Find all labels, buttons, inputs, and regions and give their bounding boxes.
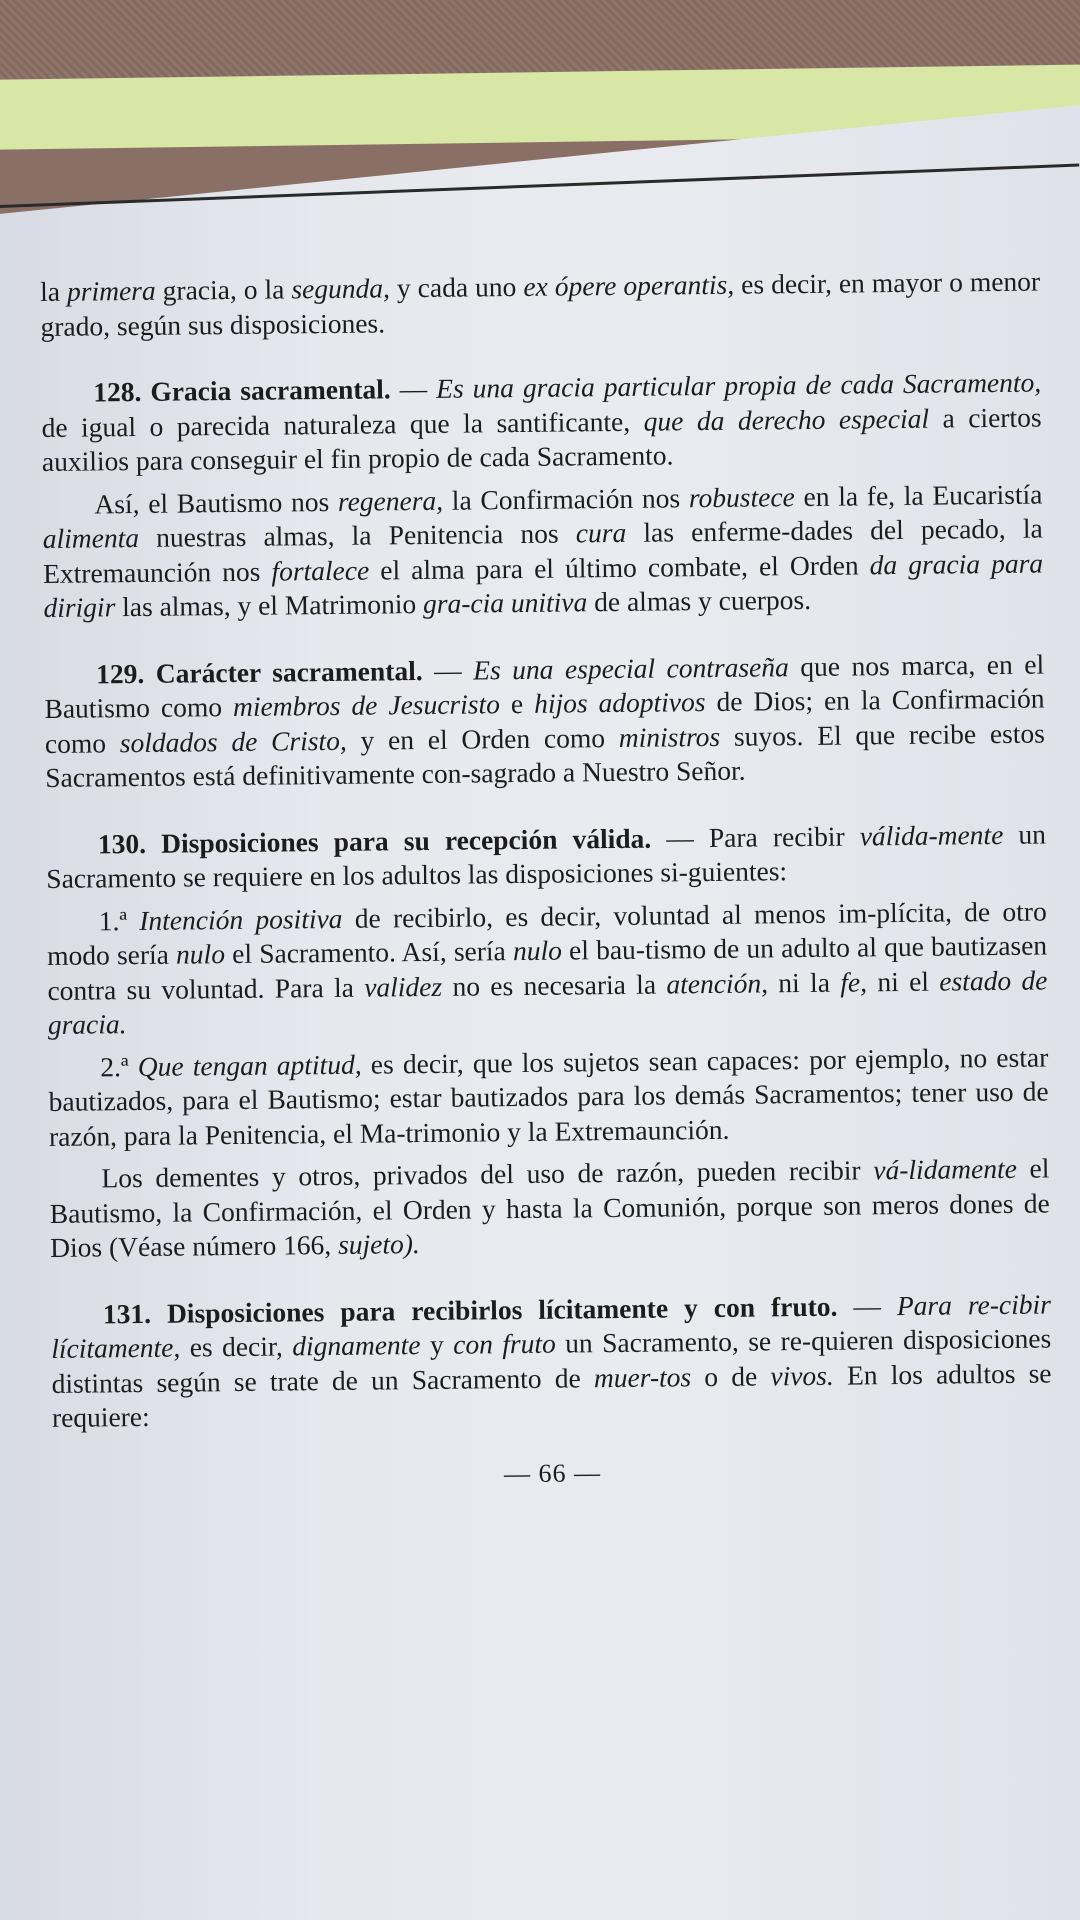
section-130-disposiciones-validas — [46, 817, 1047, 896]
text-run: alimenta — [42, 521, 140, 554]
text-run: y en el Orden como — [346, 721, 619, 756]
text-run: de igual o parecida naturaleza que la santificante, — [41, 405, 644, 443]
text-run: da gracia para dirigir — [43, 547, 1044, 623]
text-run: el alma para el último combate, el Orden — [369, 548, 870, 586]
text-run: 130. Disposiciones para su recepción válida. — [97, 822, 652, 859]
text-run: 129. Carácter sacramental. — [96, 654, 423, 689]
text-run: que da derecho especial — [643, 402, 930, 437]
text-run: la — [40, 275, 68, 307]
text-run: con fruto — [452, 1327, 556, 1360]
text-run: — — [390, 372, 437, 405]
section-128-examples — [42, 477, 1043, 625]
text-run: es decir, que los sujetos sean capaces: por ejemplo, no estar bautizados, para el Bautismo; estar bautizados para los demás Sacramentos; tener uso de razón, para la Penitencia, el Ma-trimonio y la Extremaunción. — [48, 1040, 1049, 1152]
text-run: — — [422, 653, 474, 686]
text-run: no es necesaria la — [441, 967, 667, 1002]
text-run: válida-mente — [859, 818, 1004, 851]
section-130-dementes — [49, 1151, 1050, 1265]
text-run: — Para recibir — [651, 819, 860, 854]
text-run: fortalece — [271, 554, 370, 587]
text-run: atención, — [666, 966, 769, 999]
text-run: gra-cia unitiva — [422, 586, 588, 620]
text-run: Intención positiva — [139, 902, 343, 936]
text-run: el Sacramento. Así, sería — [224, 935, 514, 970]
text-run: soldados de Cristo, — [119, 724, 347, 758]
text-run: de almas y cuerpos. — [587, 583, 812, 618]
text-run: ex ópere operantis, — [523, 268, 735, 302]
text-run: cura — [575, 516, 627, 549]
text-run: En los adultos se requiere: — [51, 1356, 1052, 1433]
text-run: 1.ª — [98, 904, 140, 936]
text-run: fe, — [840, 965, 868, 998]
text-run: un Sacramento, se re-quieren disposiciones distintas según se trate de un Sacramento de — [51, 1322, 1052, 1399]
text-run: segunda, — [291, 272, 391, 305]
text-run: de recibirlo, es decir, voluntad al menos im-plícita, de otro modo sería — [46, 894, 1047, 971]
text-run: de Dios; en la Confirmación como — [44, 682, 1045, 759]
text-run: — — [837, 1289, 898, 1322]
intro-paragraph — [40, 265, 1041, 344]
section-130-item-1 — [47, 894, 1048, 1042]
text-run: un Sacramento se requiere en los adultos las disposiciones si-guientes: — [46, 817, 1047, 894]
text-run: ministros — [618, 720, 721, 753]
text-run: Así, el Bautismo nos — [94, 485, 339, 519]
text-run: sujeto). — [337, 1228, 420, 1260]
text-run: Los dementes y otros, privados del uso de razón, pueden recibir — [101, 1154, 874, 1194]
text-run: Que tengan aptitud, — [137, 1048, 362, 1082]
text-run: nuestras almas, la Penitencia nos — [138, 517, 576, 553]
text-run: Es una gracia particular propia de cada Sacramento, — [436, 366, 1042, 404]
text-run: miembros de Jesucristo — [232, 688, 501, 723]
section-131-disposiciones-licitas — [51, 1287, 1052, 1435]
text-run: ni la — [767, 966, 841, 998]
text-run: dignamente — [292, 1329, 421, 1362]
text-run: validez — [364, 970, 443, 1003]
text-run: ni el — [866, 965, 940, 997]
text-run: las almas, y el Matrimonio — [115, 588, 424, 623]
text-run: el bau-tismo de un adulto al que bautizasen contra su voluntad. Para la — [47, 929, 1048, 1006]
text-run: el Bautismo, la Confirmación, el Orden y hasta la Comunión, porque son meros dones de Dios (Véase número 166, — [49, 1152, 1050, 1263]
text-run: e — [499, 687, 535, 720]
section-129-caracter-sacramental — [44, 647, 1045, 795]
text-run: es decir, en mayor o menor grado, según sus disposiciones. — [40, 265, 1041, 342]
text-run: es decir, — [180, 1330, 293, 1363]
text-run: suyos. El que recibe estos Sacramentos está definitivamente con-sagrado a Nuestro Señor. — [45, 717, 1046, 793]
text-run: vivos. — [770, 1359, 834, 1391]
text-run: en la fe, la Eucaristía — [794, 478, 1043, 512]
text-run: 2.ª — [100, 1050, 138, 1082]
text-run: robustece — [688, 480, 795, 513]
text-run: las enferme-dades del pecado, la Extremaunción nos — [42, 512, 1043, 589]
text-run: hijos adoptivos — [533, 686, 706, 719]
text-run: nulo — [175, 938, 226, 970]
text-run: Es una especial contraseña — [473, 650, 789, 685]
text-run: vá-lidamente — [873, 1152, 1018, 1186]
section-130-item-2 — [48, 1040, 1049, 1154]
text-run: primera — [66, 274, 156, 307]
text-run: Para re-cibir lícitamente, — [51, 1287, 1051, 1364]
text-run: la Confirmación nos — [442, 481, 690, 516]
text-run: o de — [690, 1359, 771, 1392]
text-run: gracia, o la — [155, 273, 292, 306]
page-number: — 66 — — [503, 1457, 602, 1488]
text-run: que nos marca, en el Bautismo como — [44, 648, 1045, 724]
text-run: muer-tos — [593, 1360, 692, 1393]
text-run: 131. Disposiciones para recibirlos lícitamente y con fruto. — [102, 1290, 838, 1329]
text-run: y cada uno — [389, 270, 524, 304]
text-run: y — [420, 1328, 454, 1361]
text-run: 128. Gracia sacramental. — [93, 373, 391, 408]
text-run: regenera, — [337, 484, 444, 517]
text-run: estado de gracia. — [47, 963, 1048, 1040]
book-page — [40, 265, 1057, 1895]
text-run: a ciertos auxilios para conseguir el fin propio de cada Sacramento. — [41, 401, 1042, 477]
text-run: nulo — [512, 934, 563, 967]
section-128-gracia-sacramental — [41, 366, 1042, 480]
